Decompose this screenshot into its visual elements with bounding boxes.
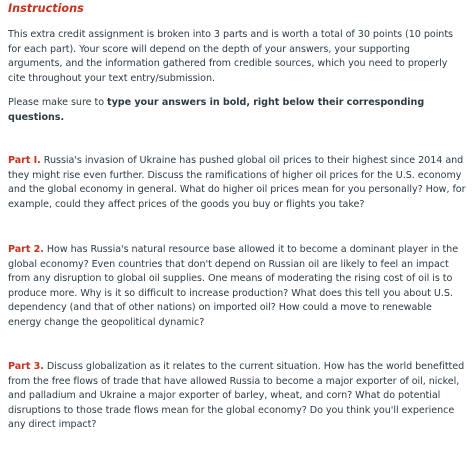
assignment-page	[0, 2, 474, 456]
intro-paragraph: This extra credit assignment is broken into 3 parts and is worth a total of 30 points (10 points for each part). Your score will depend on the depth of your answers, your supporting arguments, and the information gathered from credible sources, which you need to properly cite throughout your text entry/submission.	[8, 29, 453, 84]
part-1-question: Russia's invasion of Ukraine has pushed global oil prices to their highest since 2014 and they might rise even further. Discuss the ramifications of higher oil prices for the U.S. economy and the global economy in general. What do higher oil prices mean for you personally? How, for example, could they affect prices of the goods you buy or flights you take?	[8, 155, 466, 210]
note-bold-text: type your answers in bold, right below their corresponding questions.	[8, 97, 425, 123]
bold-answers-note	[8, 96, 466, 125]
part-3-question: Discuss globalization as it relates to the current situation. How has the world benefitted from the free flows of trade that have allowed Russia to become a major exporter of oil, nickel, and palladium and Ukraine a major exporter of barley, wheat, and corn? What do potential disruptions to those trade flows mean for the global economy? Do you think you'll experience any direct impact?	[8, 361, 465, 430]
part-2-label: Part 2.	[8, 244, 44, 255]
note-prefix: Please make sure to	[8, 97, 108, 108]
part-2-question: How has Russia's natural resource base allowed it to become a dominant player in the global economy? Even countries that don't depend on Russian oil are likely to feel an impact from any disruption to global oil supplies. One means of moderating the rising cost of oil is to produce more. Why is it so difficult to increase production? What does this tell you about U.S. dependency (and that of other nations) on imported oil? How could a move to renewable energy change the geopolitical dynamic?	[8, 244, 459, 328]
part-1-label: Part I.	[8, 155, 41, 166]
part-2-paragraph	[8, 243, 466, 330]
part-1-paragraph	[8, 154, 466, 212]
part-3-paragraph	[8, 360, 466, 433]
part-3-label: Part 3.	[8, 361, 44, 372]
instructions-heading: Instructions	[8, 2, 84, 15]
